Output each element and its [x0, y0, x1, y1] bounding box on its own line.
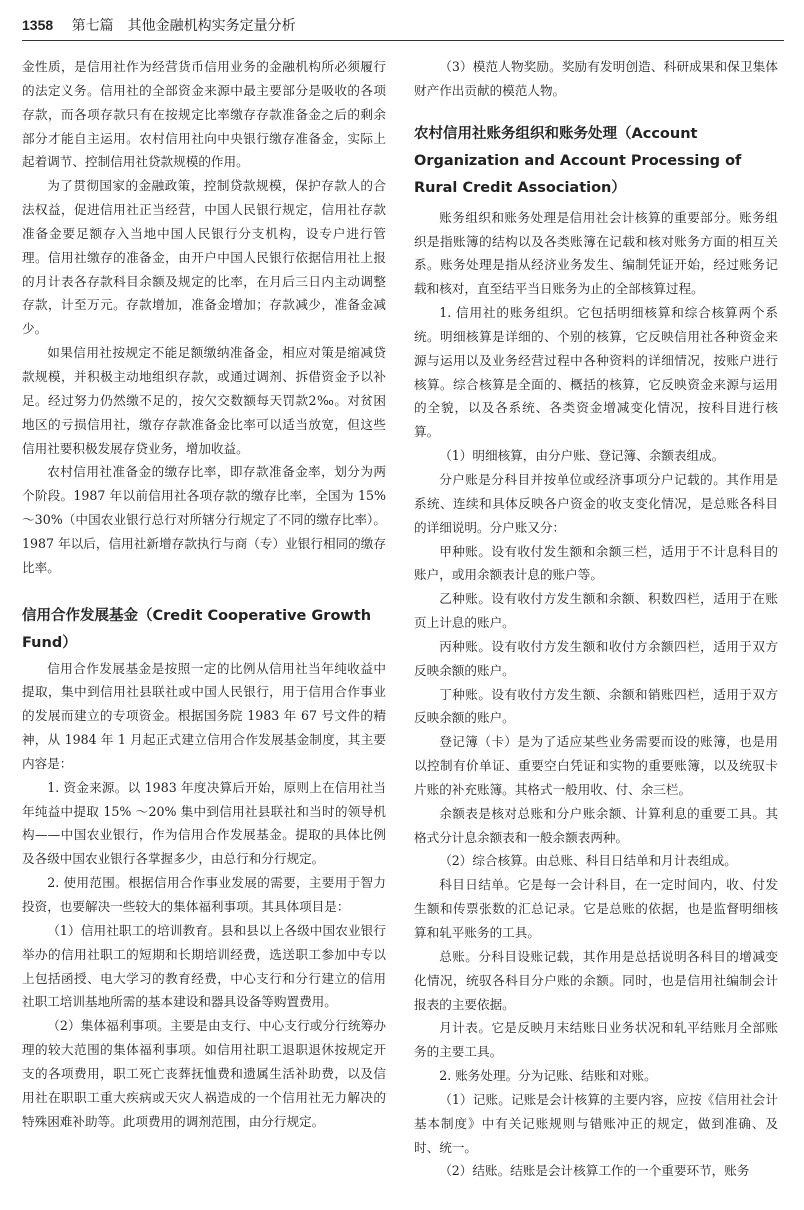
paragraph: 余额表是核对总账和分户账余额、计算利息的重要工具。其格式分计息余额表和一般余额表两种。 [414, 805, 778, 845]
paragraph: 登记簿（卡）是为了适应某些业务需要而设的账簿，也是用以控制有价单证、重要空白凭证和实物的重要账簿，以及统驭卡片账的补充账簿。其格式一般用收、付、余三栏。 [414, 734, 778, 797]
paragraph: （3）模范人物奖励。奖励有发明创造、科研成果和保卫集体财产作出贡献的模范人物。 [414, 59, 778, 98]
paragraph: （1）信用社职工的培训教育。县和县以上各级中国农业银行举办的信用社职工的短期和长期培训经费，选送职工参加中专以上包括函授、电大学习的教育经费，中心支行和分行建立的信用社职工培训基地所需的基本建设和器具设备等购置费用。 [22, 922, 386, 1010]
section-gap [414, 103, 778, 121]
paragraph: 丙种账。设有收付方发生额和收付方余额四栏，适用于双方反映余额的账户。 [414, 638, 778, 678]
paragraph: 科目日结单。它是每一会计科目，在一定时间内，收、付发生额和传票张数的汇总记录。它是总账的依据，也是监督明细核算和轧平账务的工具。 [414, 877, 778, 940]
paragraph: 1. 资金来源。以 1983 年度决算后开始，原则上在信用社当年纯益中提取 15% ～20% 集中到信用社县联社和当时的领导机构——中国农业银行，作为信用合作发展基金。提取的具体比例及各级中国农业银行各掌握多少，由总行和分行规定。 [22, 779, 386, 867]
paragraph: 2. 账务处理。分为记账、结账和对账。 [439, 1068, 657, 1084]
paragraph: 月计表。它是反映月末结账日业务状况和轧平结账月全部账务的主要工具。 [414, 1020, 778, 1060]
paragraph: 账务组织和账务处理是信用社会计核算的重要部分。账务组织是指账簿的结构以及各类账簿在记载和核对账务方面的相互关系。账务处理是指从经济业务发生、编制凭证开始，经过账务记载和核对，直至结平当日账务为止的全部核算过程。 [414, 209, 778, 297]
paragraph: 金性质，是信用社作为经营货币信用业务的金融机构所必须履行的法定义务。信用社的全部资金来源中最主要部分是吸收的各项存款，而各项存款只有在按规定比率缴存存款准备金之后的剩余部分才能自主运用。农村信用社向中央银行缴存准备金，实际上起着调节、控制信用社贷款规模的作用。 [22, 59, 386, 170]
paragraph: 如果信用社按规定不能足额缴纳准备金，相应对策是缩减贷款规模，并积极主动地组织存款，或通过调剂、拆借资金予以补足。经过努力仍然缴不足的，按欠交数额每天罚款2‰。对贫困地区的亏损信用社，缴存存款准备金比率可以适当放宽，但这些信用社要积极发展存贷业务，增加收益。 [22, 345, 386, 456]
paragraph: 甲种账。设有收付发生额和余额三栏，适用于不计息科目的账户，或用余额表计息的账户等。 [414, 543, 778, 583]
section-gap [22, 580, 386, 603]
header-rule [22, 40, 784, 41]
paragraph: 分户账是分科目并按单位或经济事项分户记载的。其作用是系统、连续和具体反映各户资金的收支变化情况，是总账各科目的详细说明。分户账又分： [414, 471, 778, 535]
paragraph: （1）明细核算，由分户账、登记簿、余额表组成。 [439, 448, 725, 464]
paragraph: 为了贯彻国家的金融政策，控制贷款规模，保护存款人的合法权益，促进信用社正当经营，中国人民银行规定，信用社存款准备金要足额存入当地中国人民银行分支机构，设专户进行管理。信用社缴存的准备金，由开户中国人民银行依据信用社上报的月计表各存款科目余额及规定的比率，在月后三日内主动调整存款，计至万元。存款增加，准备金增加；存款减少，准备金减少。 [22, 178, 386, 337]
paragraph: 1. 信用社的账务组织。它包括明细核算和综合核算两个系统。明细核算是详细的、个别的核算，它反映信用社各种资金来源与运用以及业务经营过程中各种资料的详细情况，按账户进行核算。综合核算是全面的、概括的核算，它反映资金来源与运用的全貌，以及各系统、各类资金增减变化情况，按科目进行核算。 [414, 305, 778, 440]
paragraph: （1）记账。记账是会计核算的主要内容，应按《信用社会计基本制度》中有关记账规则与错账冲正的规定，做到准确、及时、统一。 [414, 1091, 778, 1155]
section-heading-account-organization: 农村信用社账务组织和账务处理（Account Organization and Account Processing of Rural Credit Association） [414, 125, 742, 196]
paragraph: 总账。分科目设账记载，其作用是总括说明各科目的增减变化情况，统驭各科目分户账的余额。同时，也是信用社编制会计报表的主要依据。 [414, 948, 778, 1012]
paragraph: 2. 使用范围。根据信用合作事业发展的需要，主要用于智力投资，也要解决一些较大的集体福利事项。其具体项目是： [22, 875, 386, 914]
paragraph: 农村信用社准备金的缴存比率，即存款准备金率，划分为两个阶段。1987 年以前信用社各项存款的缴存比率，全国为 15% ～30%（中国农业银行总行对所辖分行规定了不同的缴存比率）。1987 年以后，信用社新增存款执行与商（专）业银行相同的缴存比率。 [22, 464, 386, 575]
paragraph: （2）综合核算。由总账、科目日结单和月计表组成。 [439, 853, 737, 869]
paragraph: 信用合作发展基金是按照一定的比例从信用社当年纯收益中提取，集中到信用社县联社或中国人民银行，用于信用合作事业的发展而建立的专项资金。根据国务院 1983 年 67 号文件的精神，从 1984 年 1 月起正式建立信用合作发展基金制度，其主要内容是： [22, 660, 386, 771]
right-column [414, 55, 778, 1183]
paragraph: （2）结账。结账是会计核算工作的一个重要环节，账务 [439, 1163, 750, 1179]
page-number: 1358 [22, 17, 54, 33]
running-title: 第七篇 其他金融机构实务定量分析 [71, 18, 296, 34]
section-heading-credit-cooperative-growth-fund: 信用合作发展基金（Credit Cooperative Growth Fund） [22, 607, 372, 651]
paragraph: （2）集体福利事项。主要是由支行、中心支行或分行统筹办理的较大范围的集体福利事项。如信用社职工退职退休按规定开支的各项费用，职工死亡丧葬抚恤费和遗属生活补助费，以及信用社在职职工重大疾病或天灾人祸造成的一个信用社无力解决的特殊困难补助等。此项费用的调剂范围，由分行规定。 [22, 1018, 386, 1129]
left-column [22, 55, 386, 1133]
paragraph: 丁种账。设有收付方发生额、余额和销账四栏，适用于双方反映余额的账户。 [414, 686, 778, 726]
paragraph: 乙种账。设有收付方发生额和余额、积数四栏，适用于在账页上计息的账户。 [414, 591, 778, 631]
running-header [22, 12, 784, 38]
